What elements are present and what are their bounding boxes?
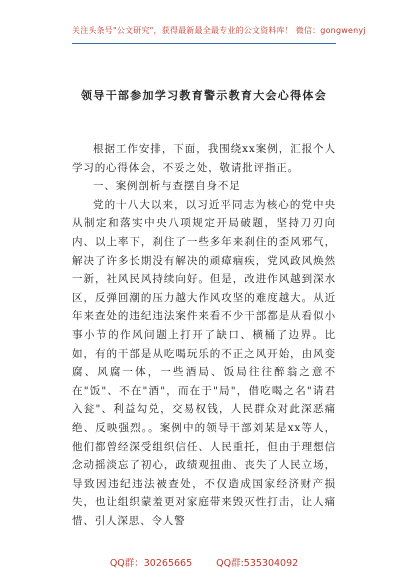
body-paragraph: 党的十八大以来，以习近平同志为核心的党中央从制定和落实中央八项规定开局破题，坚持刀刃向内、以上率下，刹住了一些多年来刹住的歪风邪气，解决了许多长期没有解决的顽瘴痼疾，党风政风焕然一新，社风民风持续向好。但是，改进作风越到深水区，反弹回潮的压力越大作风攻坚的难度越大。从近年来查处的违纪违法案件来看不少干部都是从看似小事小节的作风问题上打开了缺口、横桶了边界。比如，有的干部是从吃喝玩乐的不正之风开始，由风变腐、风腐一体，一些酒局、饭局往往醉翁之意不在"饭"、不在"酒"，而在于"局"，借吃喝之名"请君入瓮"、利益勾兑，交易权钱，人民群众对此深恶痛绝、反映强烈。。案例中的领导干部刘某是xx等人，他们都曾经深受组织信任、人民重托，但由于理想信念动摇淡忘了初心，政绩观扭曲、丧失了人民立场，导致因违纪违法被查处，不仅造成国家经济财产损失，也让组织蒙羞更对家庭带来毁灭性打击，让人痛惜、引人深思、令人警 [72,198,336,527]
promo-header-text: 关注头条号"公文研究"，获得最新最全最专业的公文资料库！ 微信：gongwenyj [72,26,366,35]
qq-group-2: QQ群:535304092 [216,558,299,569]
document-title: 领导干部参加学习教育警示教育大会心得体会 [81,89,327,102]
qq-footer [0,555,408,569]
qq-group-1: QQ群：30265665 [109,558,193,569]
document-body [72,140,336,530]
section-heading: 一、案例剖析与查摆自身不足 [93,180,241,193]
promo-header [72,22,366,44]
intro-paragraph: 根据工作安排，下面，我围绕xx案例，汇报个人学习的心得体会，不妥之处，敬请批评指正。 [72,143,336,174]
